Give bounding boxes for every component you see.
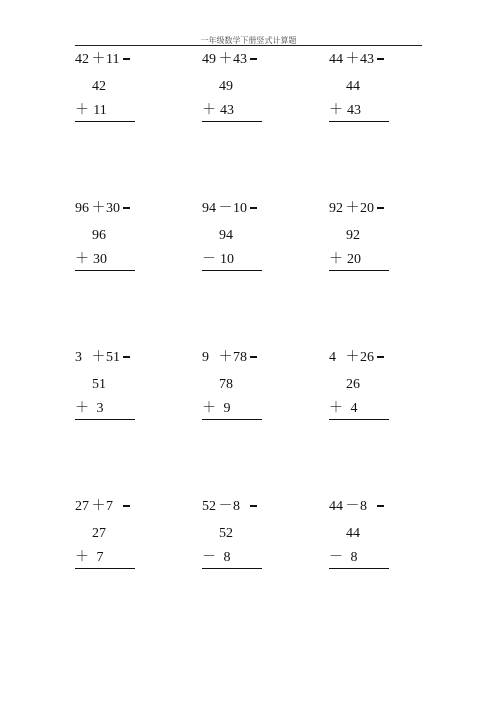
vertical-top-number: 52 [219,526,233,541]
problem-9 [329,350,419,430]
equation-line [329,350,384,366]
equation-line [202,52,257,68]
operand-b: 51 [106,350,120,365]
operand-b: 30 [106,201,120,216]
vertical-bottom-number: 43 [347,103,361,118]
equation-line [75,52,130,68]
vertical-operator: ＋ [75,252,89,267]
operand-b: 8 [233,499,240,514]
vertical-operator: ＋ [329,401,343,416]
vertical-operator: － [329,550,343,565]
answer-rule [329,270,389,271]
answer-rule [202,568,262,569]
vertical-operator: － [202,252,216,267]
equation-line [202,350,257,366]
vertical-top-number: 92 [346,228,360,243]
equals-blank [123,58,130,60]
answer-rule [202,419,262,420]
operand-b: 8 [360,499,367,514]
vertical-bottom-number: 4 [350,401,358,416]
operator: － [345,499,360,514]
vertical-bottom-line [202,252,235,268]
equation-line [75,499,130,515]
vertical-top-number: 44 [346,79,360,94]
operand-b: 26 [360,350,374,365]
operator: ＋ [91,52,106,67]
problem-7 [75,350,165,430]
equation-line [329,52,384,68]
equals-blank [250,207,257,209]
problem-1 [75,52,165,132]
operator: ＋ [345,201,360,216]
answer-rule [75,568,135,569]
vertical-bottom-number: 30 [93,252,107,267]
operator: ＋ [91,499,106,514]
answer-rule [75,270,135,271]
operand-a: 92 [329,201,343,216]
vertical-operator: － [202,550,216,565]
operand-a: 49 [202,52,216,67]
operand-a: 9 [202,350,209,365]
equals-blank [123,505,130,507]
vertical-top-number: 49 [219,79,233,94]
equation-line [202,201,257,217]
operand-b: 7 [106,499,113,514]
equals-blank [123,207,130,209]
equals-blank [250,356,257,358]
operator: － [218,201,233,216]
equals-blank [250,505,257,507]
problem-6 [329,201,419,281]
operator: ＋ [91,350,106,365]
vertical-top-number: 26 [346,377,360,392]
problem-8 [202,350,292,430]
problem-12 [329,499,419,579]
problem-2 [202,52,292,132]
operand-b: 11 [106,52,120,67]
operand-a: 3 [75,350,82,365]
vertical-operator: ＋ [329,252,343,267]
answer-rule [202,121,262,122]
equation-line [329,499,384,515]
equation-line [75,350,130,366]
vertical-bottom-line [329,103,362,119]
operand-a: 27 [75,499,89,514]
operand-b: 78 [233,350,247,365]
vertical-top-number: 78 [219,377,233,392]
vertical-bottom-line [329,401,362,417]
vertical-bottom-line [75,550,108,566]
operand-a: 4 [329,350,336,365]
vertical-bottom-line [329,550,362,566]
vertical-operator: ＋ [202,401,216,416]
vertical-operator: ＋ [75,401,89,416]
problem-10 [75,499,165,579]
answer-rule [329,568,389,569]
equals-blank [377,505,384,507]
operand-a: 96 [75,201,89,216]
vertical-bottom-number: 3 [96,401,104,416]
vertical-bottom-line [202,550,235,566]
operand-b: 43 [233,52,247,67]
operand-b: 20 [360,201,374,216]
vertical-operator: ＋ [75,550,89,565]
vertical-top-number: 94 [219,228,233,243]
equals-blank [377,58,384,60]
operand-a: 42 [75,52,89,67]
vertical-operator: ＋ [329,103,343,118]
equation-line [202,499,257,515]
vertical-bottom-number: 8 [350,550,358,565]
equation-line [75,201,130,217]
vertical-bottom-number: 11 [93,103,107,118]
operator: ＋ [345,350,360,365]
problem-5 [202,201,292,281]
equals-blank [123,356,130,358]
vertical-bottom-line [75,401,108,417]
vertical-bottom-line [202,103,235,119]
vertical-bottom-number: 7 [96,550,104,565]
vertical-top-number: 51 [92,377,106,392]
equals-blank [377,356,384,358]
vertical-bottom-line [75,103,108,119]
operand-a: 94 [202,201,216,216]
operator: ＋ [345,52,360,67]
operand-a: 52 [202,499,216,514]
page-header-title: 一年级数学下册竖式计算题 [200,36,297,45]
operand-a: 44 [329,499,343,514]
vertical-bottom-number: 8 [223,550,231,565]
vertical-top-number: 27 [92,526,106,541]
answer-rule [329,419,389,420]
problem-3 [329,52,419,132]
vertical-top-number: 96 [92,228,106,243]
vertical-bottom-number: 9 [223,401,231,416]
equation-line [329,201,384,217]
answer-rule [75,121,135,122]
problem-4 [75,201,165,281]
vertical-operator: ＋ [202,103,216,118]
vertical-bottom-number: 10 [220,252,234,267]
problem-11 [202,499,292,579]
equals-blank [377,207,384,209]
vertical-top-number: 44 [346,526,360,541]
operand-b: 43 [360,52,374,67]
vertical-bottom-line [202,401,235,417]
equals-blank [250,58,257,60]
vertical-top-number: 42 [92,79,106,94]
vertical-bottom-line [75,252,108,268]
answer-rule [75,419,135,420]
answer-rule [329,121,389,122]
operator: ＋ [218,52,233,67]
vertical-operator: ＋ [75,103,89,118]
vertical-bottom-number: 20 [347,252,361,267]
answer-rule [202,270,262,271]
vertical-bottom-number: 43 [220,103,234,118]
operand-b: 10 [233,201,247,216]
operator: ＋ [218,350,233,365]
header-divider [75,45,422,46]
vertical-bottom-line [329,252,362,268]
operand-a: 44 [329,52,343,67]
operator: ＋ [91,201,106,216]
operator: － [218,499,233,514]
